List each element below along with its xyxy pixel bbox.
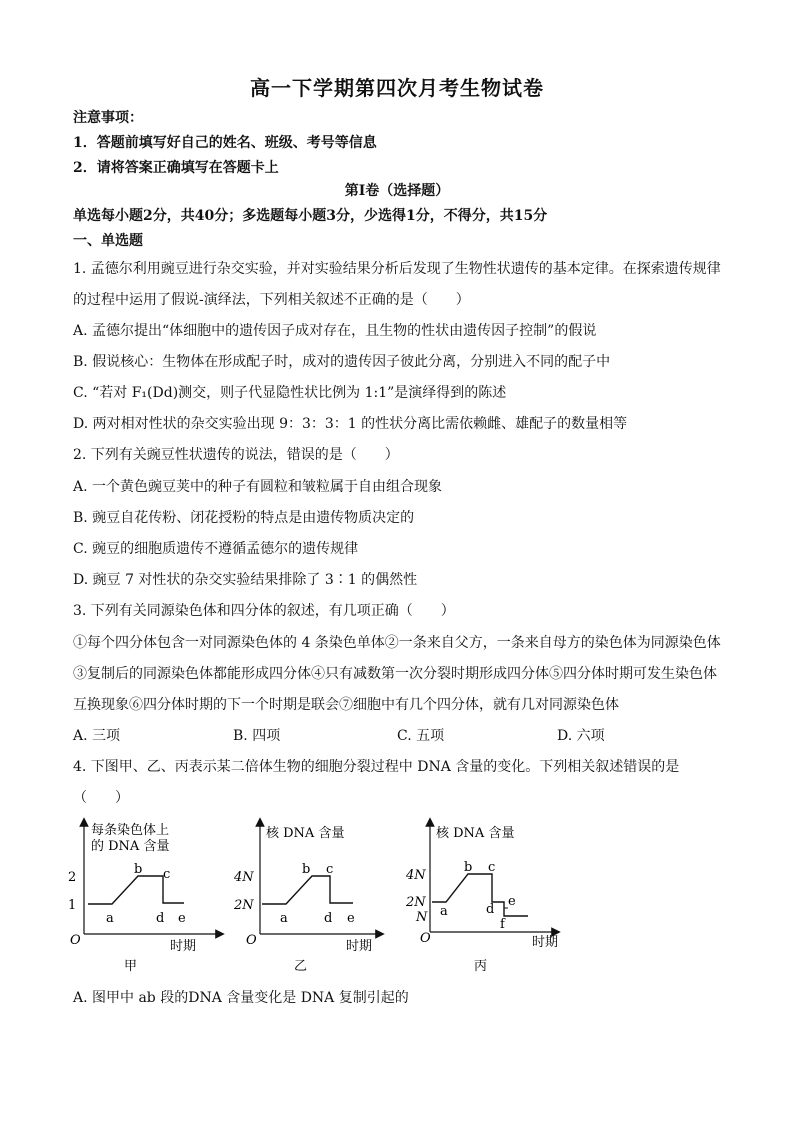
point-b: b bbox=[134, 862, 143, 877]
point-d: d bbox=[156, 911, 165, 926]
q2-option-d: D. 豌豆 7 对性状的杂交实验结果排除了 3∶1 的偶然性 bbox=[73, 572, 418, 588]
graph-yi bbox=[226, 812, 396, 981]
origin-label: O bbox=[246, 933, 257, 948]
q2-option-a: A. 一个黄色豌豆荚中的种子有圆粒和皱粒属于自由组合现象 bbox=[73, 479, 443, 495]
q1-option-a: A. 孟德尔提出“体细胞中的遗传因子成对存在，且生物的性状由遗传因子控制”的假说 bbox=[73, 323, 597, 339]
q1-stem-line-1: 1. 孟德尔利用豌豆进行杂交实验，并对实验结果分析后发现了生物性状遗传的基本定律。在探索遗传规律 bbox=[73, 261, 721, 277]
origin-label: O bbox=[420, 931, 431, 946]
exam-title: 高一下学期第四次月考生物试卷 bbox=[250, 76, 544, 100]
q3-statement-line-1: ①每个四分体包含一对同源染色体的 4 条染色单体②一条来自父方，一条来自母方的染色体为同源染色体 bbox=[73, 635, 721, 651]
point-a: a bbox=[106, 911, 114, 926]
ylabel-line-1: 每条染色体上 bbox=[91, 823, 170, 838]
q3-option-c: C. 五项 bbox=[397, 728, 445, 744]
q2-option-c: C. 豌豆的细胞质遗传不遵循孟德尔的遗传规律 bbox=[73, 541, 359, 557]
xlabel: 时期 bbox=[346, 939, 373, 954]
point-c: c bbox=[326, 862, 334, 877]
point-a: a bbox=[440, 904, 448, 919]
q3-statement-line-2: ③复制后的同源染色体都能形成四分体④只有减数第一次分裂时期形成四分体⑤四分体时期可发生染色体 bbox=[73, 666, 717, 682]
xlabel: 时期 bbox=[532, 935, 559, 950]
ylabel: 核 DNA 含量 bbox=[266, 826, 345, 841]
scoring-rules: 单选每小题2分，共40分；多选题每小题3分，少选得1分，不得分，共15分 bbox=[73, 208, 548, 224]
ylabel-line-2: 的 DNA 含量 bbox=[91, 839, 170, 854]
point-e: e bbox=[508, 894, 516, 909]
q1-option-b: B. 假说核心：生物体在形成配子时，成对的遗传因子彼此分离，分别进入不同的配子中 bbox=[73, 354, 611, 370]
ylabel: 核 DNA 含量 bbox=[436, 826, 515, 841]
q4-stem-line-1: 4. 下图甲、乙、丙表示某二倍体生物的细胞分裂过程中 DNA 含量的变化。下列相关叙述错误的是 bbox=[73, 759, 680, 775]
section-heading: 一、单选题 bbox=[73, 233, 143, 249]
q1-option-c: C. “若对 F₁(Dd)测交，则子代显隐性状比例为 1:1”是演绎得到的陈述 bbox=[73, 385, 507, 401]
graph-jia bbox=[62, 812, 232, 981]
origin-label: O bbox=[70, 933, 81, 948]
q3-option-a: A. 三项 bbox=[73, 728, 121, 744]
part1-heading: 第Ⅰ卷（选择题） bbox=[344, 183, 450, 199]
ytick-2n: 2N bbox=[406, 895, 426, 910]
ytick-4n: 4N bbox=[406, 868, 426, 883]
ytick-2n: 2N bbox=[234, 898, 254, 913]
xlabel: 时期 bbox=[170, 939, 197, 954]
q2-option-b: B. 豌豆自花传粉、闭花授粉的特点是由遗传物质决定的 bbox=[73, 510, 415, 526]
notice-item-1: 1．答题前填写好自己的姓名、班级、考号等信息 bbox=[73, 135, 377, 151]
q3-option-d: D. 六项 bbox=[557, 728, 605, 744]
graph-bing bbox=[396, 812, 576, 981]
ytick-n: N bbox=[416, 910, 428, 925]
point-f: f bbox=[500, 917, 505, 932]
notice-item-2: 2．请将答案正确填写在答题卡上 bbox=[73, 160, 279, 176]
q1-option-d: D. 两对相对性状的杂交实验出现 9：3：3：1 的性状分离比需依赖雌、雄配子的数量相等 bbox=[73, 416, 628, 432]
graph-caption: 甲 bbox=[124, 959, 138, 974]
point-c: c bbox=[488, 860, 496, 875]
q4-stem-line-2: （ ） bbox=[73, 790, 129, 806]
q3-stem: 3. 下列有关同源染色体和四分体的叙述，有几项正确（ ） bbox=[73, 603, 455, 619]
point-a: a bbox=[280, 911, 288, 926]
q2-stem: 2. 下列有关豌豆性状遗传的说法，错误的是（ ） bbox=[73, 447, 399, 463]
ytick-2: 2 bbox=[68, 870, 77, 885]
q3-option-b: B. 四项 bbox=[233, 728, 281, 744]
graph-caption: 丙 bbox=[474, 959, 488, 974]
q1-stem-line-2: 的过程中运用了假说-演绎法，下列相关叙述不正确的是（ ） bbox=[73, 292, 470, 308]
point-b: b bbox=[464, 860, 473, 875]
point-c: c bbox=[163, 867, 171, 882]
point-b: b bbox=[302, 862, 311, 877]
point-d: d bbox=[324, 911, 333, 926]
notice-heading: 注意事项： bbox=[73, 110, 143, 126]
dna-curve bbox=[262, 876, 353, 904]
ytick-4n: 4N bbox=[234, 870, 254, 885]
graph-caption: 乙 bbox=[294, 959, 308, 974]
point-d: d bbox=[486, 902, 495, 917]
point-e: e bbox=[178, 911, 186, 926]
q3-statement-line-3: 互换现象⑥四分体时期的下一个时期是联会⑦细胞中有几个四分体，就有几对同源染色体 bbox=[73, 697, 619, 713]
q4-option-a: A. 图甲中 ab 段的DNA 含量变化是 DNA 复制引起的 bbox=[73, 990, 409, 1006]
ytick-1: 1 bbox=[68, 898, 77, 913]
point-e: e bbox=[347, 911, 355, 926]
